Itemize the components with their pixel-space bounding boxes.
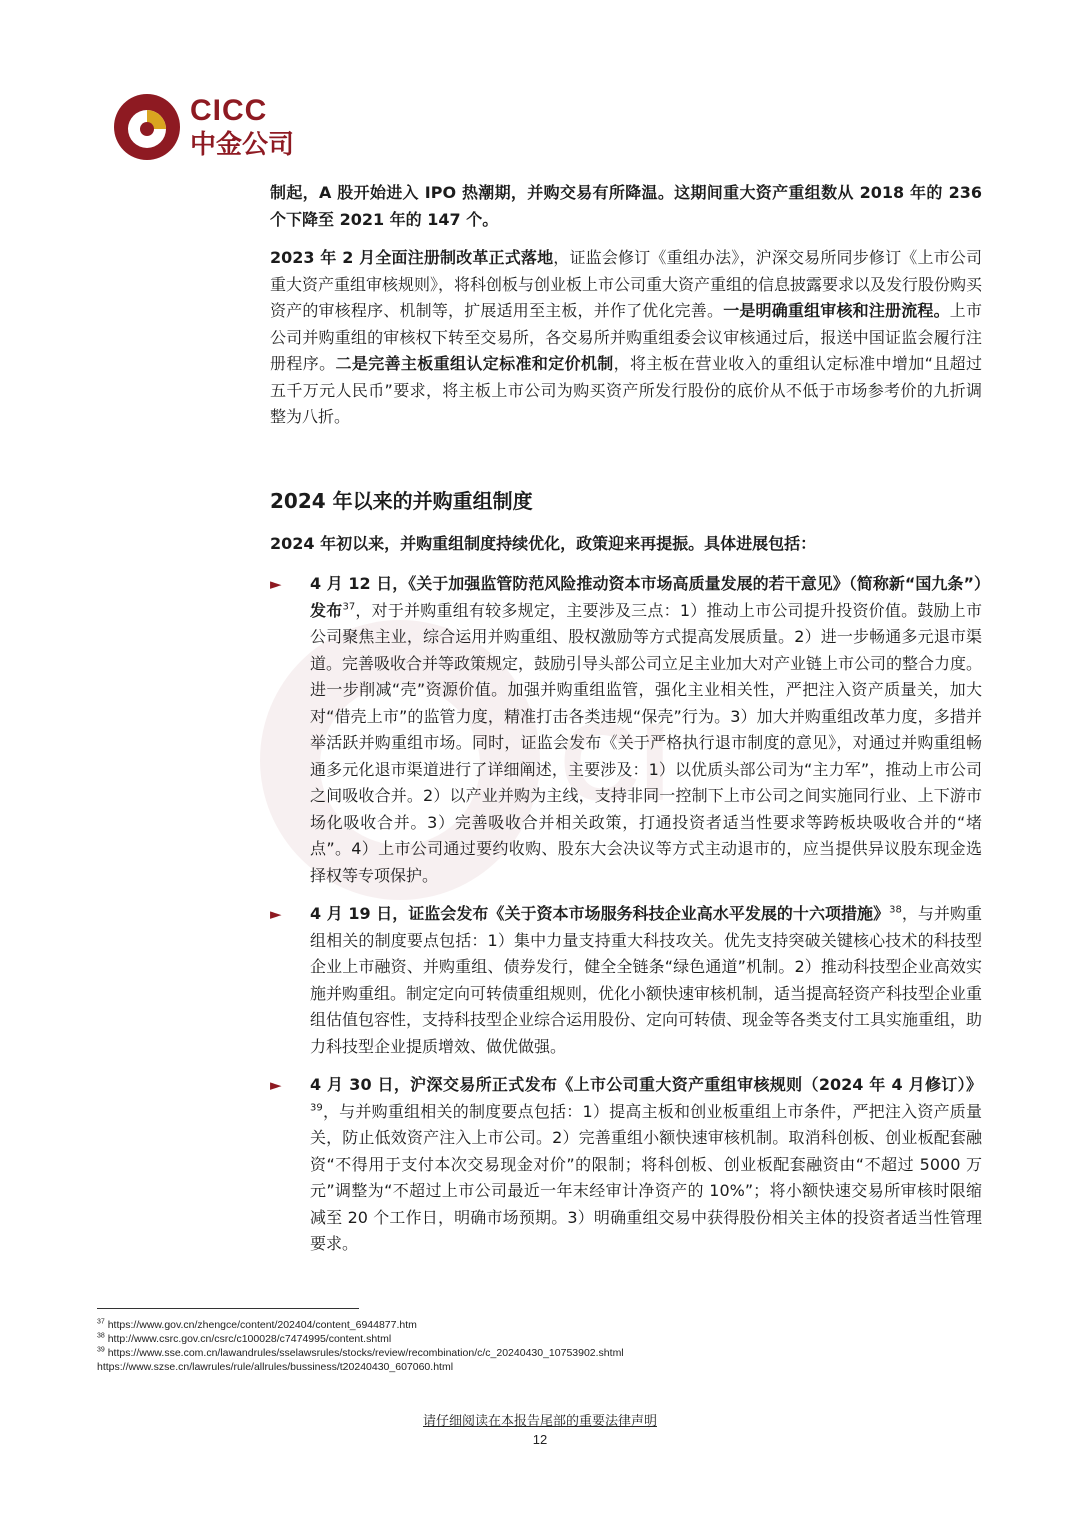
bullet-text: ，与并购重组相关的制度要点包括：1）集中力量支持重大科技攻关。优先支持突破关键核心技术的科技型企业上市融资、并购重组、债券发行，健全全链条“绿色通道”机制。2）推动科技型企业高效实施并购重组。制定定向可转债重组规则，优化小额快速审核机制，适当提高轻资产科技型企业重组估值包容性，支持科技型企业综合运用股份、定向可转债、现金等各类支付工具实施重组，助力科技型企业提质增效、做优做强。 <box>310 904 983 1056</box>
bullet-bold-text: 4 月 19 日，证监会发布《关于资本市场服务科技企业高水平发展的十六项措施》 <box>310 904 890 923</box>
footnote-number: 38 <box>97 1332 105 1340</box>
footnote-ref: 39 <box>310 1102 323 1114</box>
footnote-ref: 38 <box>889 904 902 916</box>
report-body <box>270 180 982 1270</box>
footnote-link[interactable]: https://www.gov.cn/zhengce/content/202404/content_6944877.htm <box>107 1319 417 1331</box>
section-title: 2024 年以来的并购重组制度 <box>270 488 533 513</box>
text-run: ，将主板在营业收入的重组认定标准中增加“且超过五千万元人民币”要求，将主板上市公司为购买资产所发行股份的底价从不低于市场参考价的九折调整为八折。 <box>270 354 982 426</box>
footnote-number: 39 <box>97 1346 105 1354</box>
footnote-divider <box>97 1308 359 1309</box>
footnote <box>97 1318 624 1332</box>
list-item <box>270 1072 982 1258</box>
bullet-arrow-icon: ► <box>270 1076 282 1094</box>
footnote <box>97 1360 624 1374</box>
legal-disclaimer: 请仔细阅读在本报告尾部的重要法律声明 <box>422 1414 657 1429</box>
text-run: ，证监会修订《重组办法》，沪深交易所同步修订《上市公司重大资产重组审核规则》，将科创板与创业板上市公司重大资产重组的信息披露要求以及发行股份购买资产的审核程序、机制等，扩展适用至主板，并作了优化完善。 <box>270 248 983 320</box>
text-run: 上市公司并购重组的审核权下转至交易所，各交易所并购重组委会议审核通过后，报送中国证监会履行注册程序。 <box>270 301 982 373</box>
list-item <box>270 901 982 1060</box>
footnote-number: 37 <box>97 1318 105 1326</box>
logo-text-en: CICC <box>190 94 268 127</box>
bullet-text: ，对于并购重组有较多规定，主要涉及三点：1）推动上市公司提升投资价值。鼓励上市公司聚焦主业，综合运用并购重组、股权激励等方式提高发展质量。2）进一步畅通多元退市渠道。完善吸收合并等政策规定，鼓励引导头部公司立足主业加大对产业链上市公司的整合力度。进一步削减“壳”资源价值。加强并购重组监管，强化主业相关性，严把注入资产质量关，加大对“借壳上市”的监管力度，精准打击各类违规“保壳”行为。3）加大并购重组改革力度，多措并举活跃并购重组市场。同时，证监会发布《关于严格执行退市制度的意见》，对通过并购重组畅通多元化退市渠道进行了详细阐述，主要涉及：1）以优质头部公司为“主力军”，推动上市公司之间吸收合并。2）以产业并购为主线，支持非同一控制下上市公司之间实施同行业、上下游市场化吸收合并。3）完善吸收合并相关政策，打通投资者适当性要求等跨板块吸收合并的“堵点”。4）上市公司通过要约收购、股东大会决议等方式主动退市的，应当提供异议股东现金选择权等专项保护。 <box>310 600 983 885</box>
page-number: 12 <box>532 1432 548 1447</box>
footnotes <box>97 1318 624 1374</box>
paragraph-intro-cont <box>270 180 982 233</box>
bullet-bold-text: 4 月 30 日，沪深交易所正式发布《上市公司重大资产重组审核规则（2024 年 4 月修订）》 <box>310 1075 982 1094</box>
cicc-logo <box>112 92 312 162</box>
footnote-link[interactable]: http://www.csrc.gov.cn/csrc/c100028/c7474995/content.shtml <box>107 1333 392 1345</box>
bold-phrase: 二是完善主板重组认定标准和定价机制 <box>335 354 614 373</box>
list-item <box>270 571 982 889</box>
bullet-text: ，与并购重组相关的制度要点包括：1）提高主板和创业板重组上市条件，严把注入资产质量关，防止低效资产注入上市公司。2）完善重组小额快速审核机制。取消科创板、创业板配套融资“不得用于支付本次交易现金对价”的限制；将科创板、创业板配套融资由“不超过 5000 万元”调整为“不超过上市公司最近一年末经审计净资产的 10%”；将小额快速交易所审核时限缩减至 20 个工作日，明确市场预期。3）明确重组交易中获得股份相关主体的投资者适当性管理要求。 <box>310 1101 982 1253</box>
bold-phrase: 一是明确重组审核和注册流程。 <box>723 301 950 320</box>
section-intro: 2024 年初以来，并购重组制度持续优化，政策迎来再提振。具体进展包括： <box>270 533 817 553</box>
footnote-link[interactable]: https://www.szse.cn/lawrules/rule/allrules/bussiness/t20240430_607060.html <box>97 1361 454 1373</box>
paragraph-registration-reform <box>270 245 982 431</box>
bold-phrase: 2023 年 2 月全面注册制改革正式落地 <box>270 248 554 267</box>
bullet-bold-text: 4 月 12 日，《关于加强监管防范风险推动资本市场高质量发展的若干意见》（简称新“国九条”）发布 <box>310 574 982 620</box>
bullet-arrow-icon: ► <box>270 575 282 593</box>
paragraph-bold-text: 制起，A 股开始进入 IPO 热潮期，并购交易有所降温。这期间重大资产重组数从 2018 年的 236 个下降至 2021 年的 147 个。 <box>270 183 982 229</box>
svg-text:CI: CI <box>560 701 670 824</box>
bullet-arrow-icon: ► <box>270 905 282 923</box>
footnote-link[interactable]: https://www.sse.com.cn/lawandrules/sselawsrules/stocks/review/recombination/c/c_20240430_10753902.shtml <box>107 1347 624 1359</box>
policy-list <box>270 571 982 1258</box>
footnote <box>97 1346 624 1360</box>
cicc-logo-icon <box>112 92 182 162</box>
logo-text-cn: 中金公司 <box>190 130 295 160</box>
footnote-ref: 37 <box>342 601 356 613</box>
footnote <box>97 1332 624 1346</box>
